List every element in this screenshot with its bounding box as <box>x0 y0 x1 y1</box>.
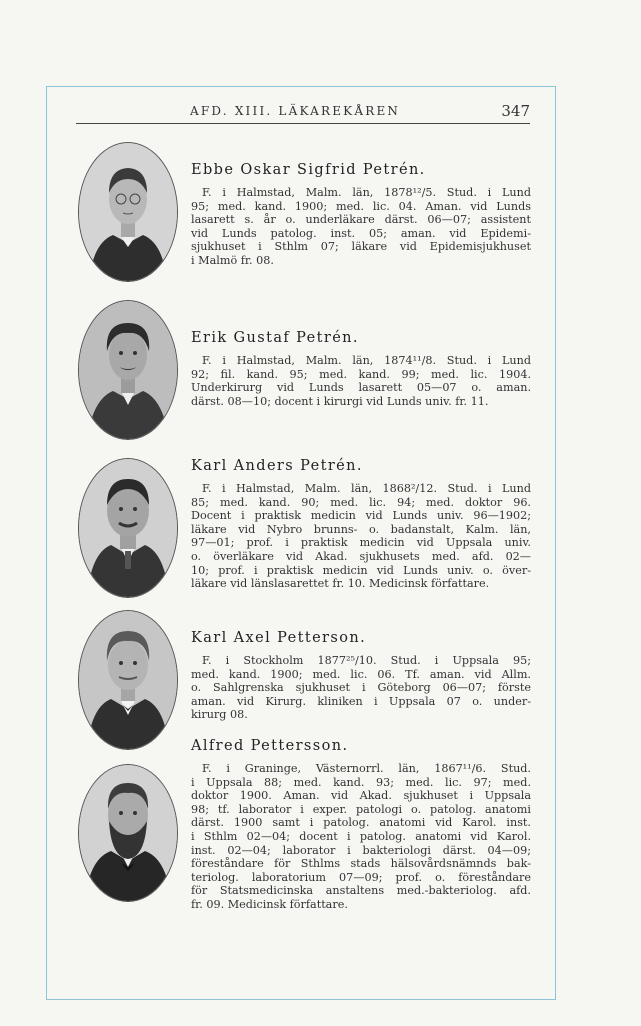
page-number: 347 <box>501 102 530 120</box>
bio-line: därst. 1900 samt i patolog. anatomi vid Karol. inst. <box>191 816 531 830</box>
portrait-image <box>79 301 177 439</box>
portrait-photo <box>78 610 178 750</box>
bio-line: o. överläkare vid Akad. sjukhusets med. afd. 02— <box>191 549 531 563</box>
person-name: Karl Anders Petrén. <box>191 458 363 474</box>
bio-text-block <box>191 630 531 722</box>
bio-text-block <box>191 162 531 268</box>
portrait-photo <box>78 142 178 282</box>
bio-line: 95; med. kand. 1900; med. lic. 04. Aman. vid Lunds <box>191 199 531 213</box>
bio-line: lasarett s. år o. underläkare därst. 06—07; assistent <box>191 213 531 227</box>
bio-line: i Sthlm 02—04; docent i patolog. anatomi vid Karol. <box>191 829 531 843</box>
bio-line: F. i Halmstad, Malm. län, 1868²/12. Stud. i Lund <box>202 482 531 495</box>
bio-text-block <box>191 738 531 912</box>
bio-line: teriolog. laboratorium 07—09; prof. o. föreståndare <box>191 870 531 884</box>
header-rule <box>76 123 530 124</box>
bio-line: i Uppsala 88; med. kand. 93; med. lic. 97; med. <box>191 775 531 789</box>
portrait-photo <box>78 764 178 902</box>
person-name: Erik Gustaf Petrén. <box>191 330 359 346</box>
bio-line: för Statsmedicinska anstaltens med.-bakteriolog. afd. <box>191 884 531 898</box>
bio-line: därst. 08—10; docent i kirurgi vid Lunds univ. fr. 11. <box>191 394 489 408</box>
portrait-image <box>79 143 177 281</box>
bio-line: Docent i praktisk medicin vid Lunds univ. 96—1902; <box>191 509 531 523</box>
bio-line: Underkirurg vid Lunds lasarett 05—07 o. aman. <box>191 381 531 395</box>
bio-paragraph <box>191 354 531 408</box>
portrait-image <box>79 611 177 749</box>
bio-paragraph <box>191 186 531 268</box>
bio-paragraph <box>191 482 531 591</box>
bio-line: vid Lunds patolog. inst. 05; aman. vid Epidemi- <box>191 226 531 240</box>
bio-paragraph <box>191 654 531 722</box>
person-name: Ebbe Oskar Sigfrid Petrén. <box>191 162 426 178</box>
bio-line: 97—01; prof. i praktisk medicin vid Uppsala univ. <box>191 536 531 550</box>
bio-line: o. Sahlgrenska sjukhuset i Göteborg 06—07; förste <box>191 681 531 695</box>
bio-text-block <box>191 458 531 591</box>
bio-line: aman. vid Kirurg. kliniken i Uppsala 07 o. under- <box>191 694 531 708</box>
bio-line: 92; fil. kand. 95; med. kand. 99; med. lic. 1904. <box>191 367 531 381</box>
portrait-photo <box>78 458 178 598</box>
bio-line: F. i Graninge, Västernorrl. län, 1867¹¹/6. Stud. <box>202 762 531 775</box>
bio-line: sjukhuset i Sthlm 07; läkare vid Epidemisjukhuset <box>191 240 531 254</box>
person-name: Alfred Pettersson. <box>191 738 349 754</box>
portrait-image <box>79 765 177 901</box>
bio-line: fr. 09. Medicinsk författare. <box>191 897 348 911</box>
bio-paragraph <box>191 762 531 912</box>
person-name: Karl Axel Petterson. <box>191 630 367 646</box>
bio-line: inst. 02—04; laborator i bakteriologi därst. 04—09; <box>191 843 531 857</box>
running-head <box>190 102 530 124</box>
bio-line: med. kand. 1900; med. lic. 06. Tf. aman. vid Allm. <box>191 667 531 681</box>
bio-line: 10; prof. i praktisk medicin vid Lunds univ. o. över- <box>191 563 531 577</box>
bio-line: doktor 1900. Aman. vid Akad. sjukhuset i Uppsala <box>191 789 531 803</box>
section-title: AFD. XIII. LÄKAREKÅREN <box>190 104 401 118</box>
portrait-image <box>79 459 177 597</box>
bio-line: kirurg 08. <box>191 708 248 722</box>
bio-line: läkare vid Nybro brunns- o. badanstalt, Kalm. län, <box>191 522 531 536</box>
bio-line: F. i Stockholm 1877²⁵/10. Stud. i Uppsala 95; <box>202 654 531 667</box>
bio-line: 85; med. kand. 90; med. lic. 94; med. doktor 96. <box>191 495 531 509</box>
bio-line: föreståndare för Sthlms stads hälsovårdsnämnds bak- <box>191 857 531 871</box>
bio-line: i Malmö fr. 08. <box>191 253 274 267</box>
bio-text-block <box>191 330 531 408</box>
bio-line: F. i Halmstad, Malm. län, 1874¹¹/8. Stud. i Lund <box>202 354 531 367</box>
bio-line: 98; tf. laborator i exper. patologi o. patolog. anatomi <box>191 802 531 816</box>
bio-line: läkare vid länslasarettet fr. 10. Medicinsk författare. <box>191 577 490 591</box>
portrait-photo <box>78 300 178 440</box>
bio-line: F. i Halmstad, Malm. län, 1878¹²/5. Stud. i Lund <box>202 186 531 199</box>
